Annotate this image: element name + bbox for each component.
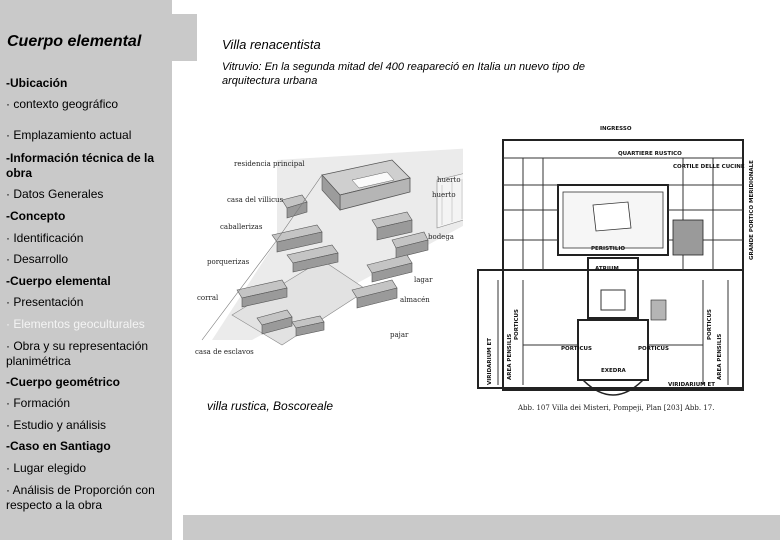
label-corral: corral: [197, 294, 219, 302]
nav-section-concepto[interactable]: -Concepto: [6, 209, 66, 223]
plan-label-porticus-r: PORTICUS: [707, 309, 713, 340]
nav-item-datos-generales[interactable]: · Datos Generales: [6, 187, 104, 201]
plan-caption: Abb. 107 Villa dei Misteri, Pompeji, Plan [203] Abb. 17.: [518, 404, 715, 412]
plan-label-atrium: ATRIUM: [595, 266, 619, 272]
nav-item-identificacion[interactable]: · Identificación: [6, 231, 84, 245]
nav-item-contexto-geografico[interactable]: · contexto geográfico: [6, 97, 119, 111]
nav-item-desarrollo[interactable]: · Desarrollo: [6, 252, 69, 266]
label-residencia: residencia principal: [234, 160, 305, 168]
plan-label-cortile: CORTILE DELLE CUCINE: [673, 164, 745, 170]
nav-item-presentacion[interactable]: · Presentación: [6, 295, 84, 309]
nav-section-cuerpo-elemental[interactable]: -Cuerpo elemental: [6, 274, 111, 288]
plan-label-area-l: AREA PENSILIS: [507, 333, 513, 380]
plan-label-exedra: EXEDRA: [601, 368, 626, 374]
villa-rustica-illustration: [192, 140, 474, 358]
page-title: Villa renacentista: [222, 37, 321, 52]
nav-item-lugar-elegido[interactable]: · Lugar elegido: [6, 461, 87, 475]
nav-item-estudio-analisis[interactable]: · Estudio y análisis: [6, 418, 107, 432]
label-lagar: lagar: [414, 276, 433, 284]
sidebar-title: Cuerpo elemental: [7, 33, 142, 50]
plan-label-viridarium-r: VIRIDARIUM ET: [668, 382, 716, 388]
nav-section-ubicacion[interactable]: -Ubicación: [6, 76, 68, 90]
vitruvio-quote: Vitruvio: En la segunda mitad del 400 reapareció en Italia un nuevo tipo de arquitectura urbana: [222, 61, 586, 87]
label-huerto-2: huerto: [432, 191, 456, 199]
nav-item-elementos-geoculturales[interactable]: · Elementos geoculturales: [6, 317, 145, 331]
plan-label-porticus-bl: PORTICUS: [561, 346, 592, 352]
label-huerto: huerto: [437, 176, 461, 184]
label-caballerizas: caballerizas: [220, 223, 263, 231]
plan-label-peristilio: PERISTILIO: [591, 246, 626, 252]
label-bodega: bodega: [428, 233, 454, 241]
label-casa-esclavos: casa de esclavos: [195, 348, 254, 356]
label-casa-villicus: casa del villicus: [227, 196, 284, 204]
plan-label-viridarium-l: VIRIDARIUM ET: [487, 337, 493, 385]
plan-label-area-r: AREA PENSILIS: [717, 333, 723, 380]
nav-item-formacion[interactable]: · Formación: [6, 396, 71, 410]
label-pajar: pajar: [390, 331, 409, 339]
nav-item-obra-representacion[interactable]: · Obra y su representación planimétrica: [6, 339, 149, 368]
plan-label-porticus-l: PORTICUS: [514, 309, 520, 340]
plan-label-portico-side: GRANDE PORTICO MERIDIONALE: [749, 160, 755, 260]
villa-plan-image: [463, 110, 761, 418]
nav-section-cuerpo-geometrico[interactable]: -Cuerpo geométrico: [6, 375, 121, 389]
nav-item-emplazamiento-actual[interactable]: · Emplazamiento actual: [6, 128, 132, 142]
label-almacen: almacén: [400, 296, 430, 304]
nav-section-informacion-tecnica[interactable]: -Información técnica de la obra: [6, 151, 155, 180]
plan-label-porticus-br: PORTICUS: [638, 346, 669, 352]
footer-bar: [183, 515, 780, 540]
nav-section-caso-santiago[interactable]: -Caso en Santiago: [6, 439, 111, 453]
plan-label-quartiere: QUARTIERE RUSTICO: [618, 151, 682, 157]
nav-item-analisis-proporcion[interactable]: · Análisis de Proporción con respecto a la obra: [6, 483, 155, 512]
plan-label-ingresso: INGRESSO: [600, 126, 632, 132]
label-porquerizas: porquerizas: [207, 258, 250, 266]
image-caption: villa rustica, Boscoreale: [207, 399, 334, 413]
